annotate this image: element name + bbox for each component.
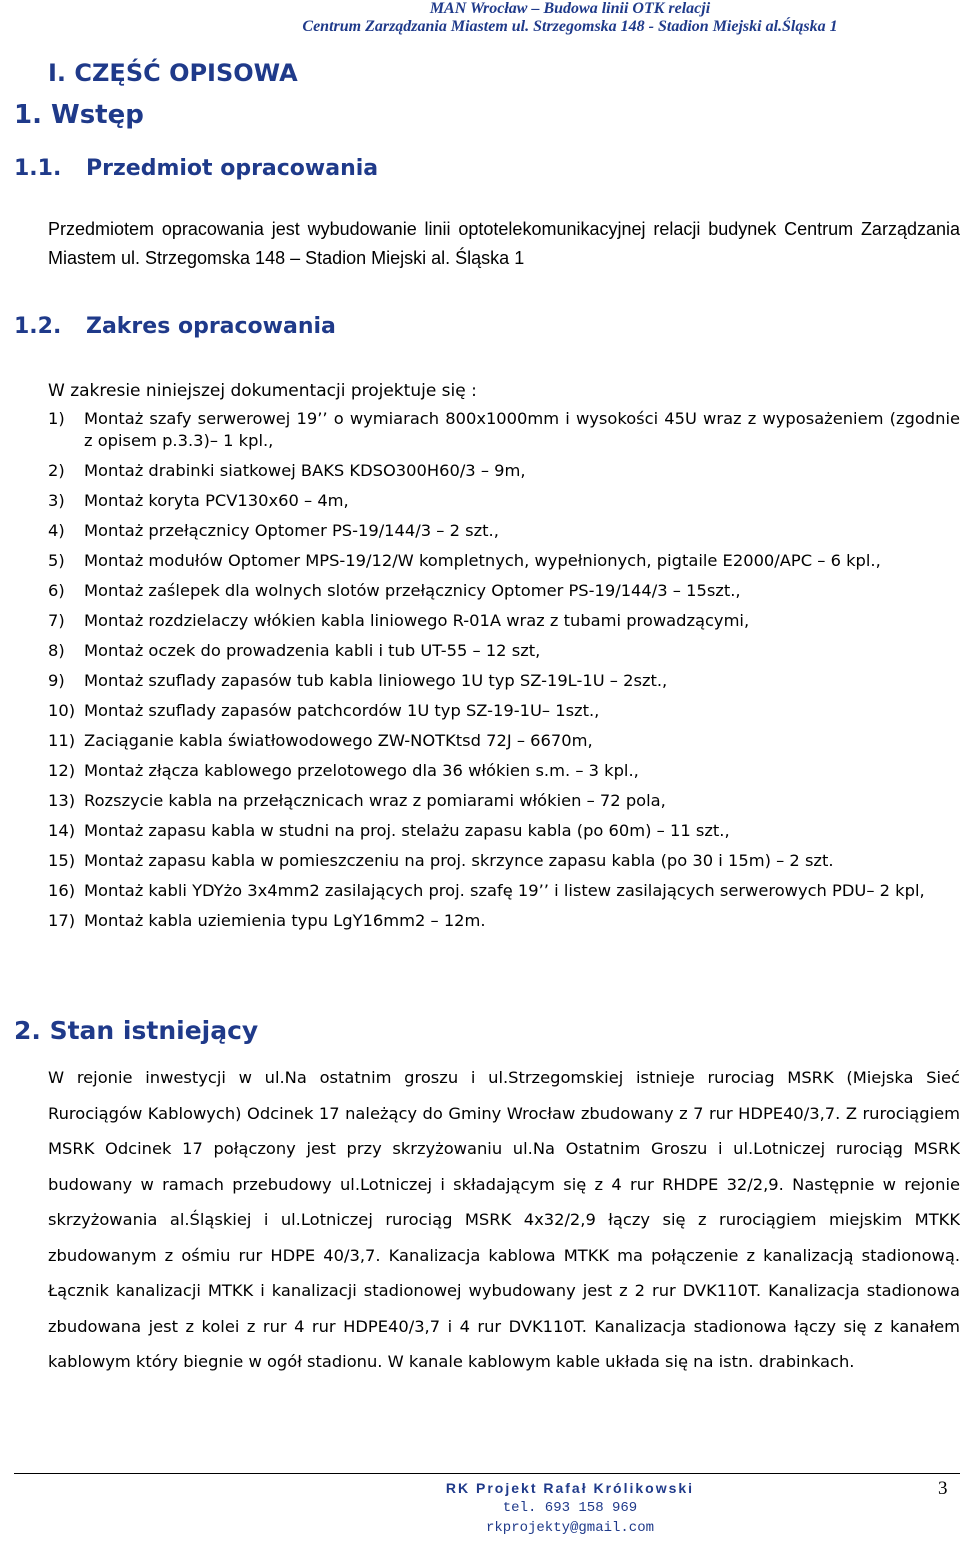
scope-item [48,490,960,512]
scope-item [48,850,960,872]
scope-item [48,580,960,602]
scope-item [48,640,960,662]
footer [300,1478,840,1538]
scope-item [48,550,960,572]
scope-item-text: Montaż przełącznicy Optomer PS-19/144/3 – 2 szt., [84,521,499,540]
scope-item-number: 1) [48,409,65,428]
scope-item-number: 8) [48,641,65,660]
scope-item-text: Montaż szafy serwerowej 19’’ o wymiarach 800x1000mm i wysokości 45U wraz z wyposażeniem (zgodnie z opisem p.3.3)– 1 kpl., [84,409,960,450]
scope-item-number: 14) [48,821,76,840]
scope-item [48,790,960,812]
scope-item [48,670,960,692]
scope-item [48,700,960,722]
section-2-title: 2. Stan istniejący [14,1016,259,1045]
scope-item-text: Montaż zaślepek dla wolnych slotów przełącznicy Optomer PS-19/144/3 – 15szt., [84,581,741,600]
scope-item-text: Montaż rozdzielaczy włókien kabla liniowego R-01A wraz z tubami prowadzącymi, [84,611,750,630]
scope-item-text: Montaż koryta PCV130x60 – 4m, [84,491,349,510]
scope-list [48,408,960,940]
section-1-1-text: Przedmiotem opracowania jest wybudowanie linii optotelekomunikacyjnej relacji budynek Centrum Zarządzania Miastem ul. Strzegomska 148 – Stadion Miejski al. Śląska 1 [48,219,960,268]
scope-item-number: 17) [48,911,76,930]
scope-item-number: 2) [48,461,65,480]
scope-item-number: 5) [48,551,65,570]
scope-item-text: Montaż złącza kablowego przelotowego dla 36 włókien s.m. – 3 kpl., [84,761,639,780]
scope-item [48,760,960,782]
scope-item-text: Montaż szuflady zapasów patchcordów 1U typ SZ-19-1U– 1szt., [84,701,600,720]
section-1-1-number: 1.1. [14,156,62,181]
scope-item [48,910,960,932]
footer-email: rkprojekty@gmail.com [485,1520,655,1536]
section-1-2-heading [14,312,336,342]
scope-item-number: 3) [48,491,65,510]
scope-item-number: 16) [48,881,76,900]
scope-item-number: 15) [48,851,76,870]
footer-divider [14,1473,960,1474]
scope-item-text: Montaż zapasu kabla w pomieszczeniu na proj. skrzynce zapasu kabla (po 30 i 15m) – 2 szt. [84,851,834,870]
scope-item-number: 12) [48,761,76,780]
scope-item [48,880,960,902]
scope-item-number: 7) [48,611,65,630]
running-header [200,0,940,36]
scope-item [48,610,960,632]
section-1-2-intro: W zakresie niniejszej dokumentacji projektuje się : [48,381,477,401]
section-2-text: W rejonie inwestycji w ul.Na ostatnim groszu i ul.Strzegomskiej istnieje rurociag MSRK (Miejska Sieć Rurociągów Kablowych) Odcinek 17 należący do Gminy Wrocław zbudowany z 7 rur HDPE40/3,7. Z rurociągiem MSRK Odcinek 17 połączony jest przy skrzyżowaniu ul.Na Ostatnim Groszu i ul.Lotniczej rurociąg MSRK budowany w ramach przebudowy ul.Lotniczej i składającym się z 4 rur RHDPE 32/2,9. Następnie w rejonie skrzyżowania al.Śląskiej i ul.Lotniczej rurociąg MSRK 4x32/2,9 łączy się z rurociągiem miejskim MTKK zbudowanym z ośmiu rur HDPE 40/3,7. Kanalizacja kablowa MTKK ma połączenie z kanalizacją stadionową. Łącznik kanalizacji MTKK i kanalizacji stadionowej wybudowany jest z 2 rur DVK110T. Kanalizacja stadionowa zbudowana jest z kolei z rur 4 rur HDPE40/3,7 i 4 rur DVK110T. Kanalizacja stadionowa łączy się z kanałem kablowym który biegnie w ogół stadionu. W kanale kablowym kable układa się na istn. drabinkach. [48,1068,960,1371]
scope-item-text: Montaż modułów Optomer MPS-19/12/W kompletnych, wypełnionych, pigtaile E2000/APC – 6 kpl., [84,551,881,570]
scope-item [48,730,960,752]
section-1-1-heading [14,154,378,184]
scope-item-text: Rozszycie kabla na przełącznicach wraz z pomiarami włókien – 72 pola, [84,791,666,810]
scope-item-number: 10) [48,701,76,720]
scope-item-text: Montaż szuflady zapasów tub kabla liniowego 1U typ SZ-19L-1U – 2szt., [84,671,668,690]
page-number: 3 [938,1478,948,1499]
header-line-1: MAN Wrocław – Budowa linii OTK relacji [429,0,711,17]
scope-item-text: Montaż kabli YDYżo 3x4mm2 zasilających proj. szafę 19’’ i listew zasilających serwerowych PDU– 2 kpl, [84,881,925,900]
scope-item-text: Zaciąganie kabla światłowodowego ZW-NOTKtsd 72J – 6670m, [84,731,593,750]
scope-item-number: 13) [48,791,76,810]
scope-item [48,520,960,542]
footer-firm: RK Projekt Rafał Królikowski [445,1480,695,1496]
scope-item-text: Montaż zapasu kabla w studni na proj. stelażu zapasu kabla (po 60m) – 11 szt., [84,821,730,840]
scope-item [48,820,960,842]
scope-item-number: 4) [48,521,65,540]
scope-item-number: 9) [48,671,65,690]
header-line-2: Centrum Zarządzania Miastem ul. Strzegomska 148 - Stadion Miejski al.Śląska 1 [302,18,838,35]
scope-item-text: Montaż oczek do prowadzenia kabli i tub UT-55 – 12 szt, [84,641,541,660]
scope-item [48,408,960,452]
section-1-2-title: Zakres opracowania [86,314,336,339]
footer-phone: tel. 693 158 969 [502,1500,638,1516]
part-title: I. CZĘŚĆ OPISOWA [48,59,298,87]
scope-item [48,460,960,482]
scope-item-text: Montaż kabla uziemienia typu LgY16mm2 – 12m. [84,911,486,930]
section-1-1-title: Przedmiot opracowania [86,156,379,181]
scope-item-number: 11) [48,731,76,750]
section-1-2-number: 1.2. [14,314,62,339]
section-1-title: 1. Wstęp [14,100,144,130]
scope-item-text: Montaż drabinki siatkowej BAKS KDSO300H60/3 – 9m, [84,461,526,480]
scope-item-number: 6) [48,581,65,600]
